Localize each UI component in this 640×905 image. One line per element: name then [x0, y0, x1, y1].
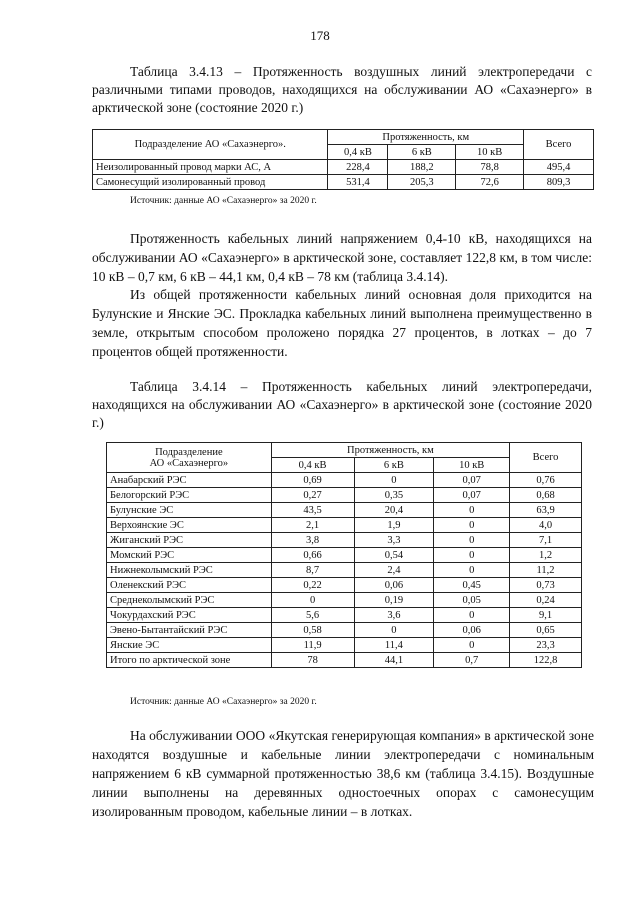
header-division-line1: Подразделение: [155, 446, 223, 458]
table-row: [107, 548, 582, 563]
table-overhead-lines: [92, 129, 594, 190]
paragraph-text: На обслуживании ООО «Якутская генерирующая компания» в арктической зоне находятся воздушные и кабельные линии электропередачи с номинальным напряжением 6 кВ суммарной протяженностью 38,6 км (таблица 3.4.15). Воздушные линии выполнены на деревянных одностоечных опорах с самонесущим изолированным проводом, кабельные линии – в лотках.: [92, 728, 594, 819]
cell-total: 4,0: [510, 518, 582, 533]
cell-6kv: 188,2: [388, 160, 456, 175]
cell-04kv: 0,69: [271, 473, 354, 488]
table-row: [107, 578, 582, 593]
table-row: [107, 623, 582, 638]
table-row: [93, 175, 594, 190]
cell-10kv: 0: [434, 503, 510, 518]
cell-total: 122,8: [510, 653, 582, 668]
cell-10kv: 0,7: [434, 653, 510, 668]
header-col-10kv: 10 кВ: [456, 145, 524, 160]
cell-04kv: 228,4: [328, 160, 388, 175]
cell-6kv: 11,4: [354, 638, 434, 653]
paragraph-text: Протяженность кабельных линий напряжением 0,4-10 кВ, находящихся на обслуживании АО «Сахаэнерго» в арктической зоне, составляет 122,8 км, в том числе: 10 кВ – 0,7 км, 6 кВ – 44,1 км, 0,4 кВ – 78 км (таблица 3.4.14).: [92, 231, 592, 284]
cell-10kv: 78,8: [456, 160, 524, 175]
row-name: Самонесущий изолированный провод: [93, 175, 328, 190]
row-name: Верхоянские ЭС: [107, 518, 272, 533]
header-total: Всего: [524, 130, 594, 160]
cell-total: 0,68: [510, 488, 582, 503]
table-row: [107, 593, 582, 608]
header-division: [107, 443, 272, 473]
header-length: Протяженность, км: [271, 443, 509, 458]
cell-10kv: 0,05: [434, 593, 510, 608]
table-row: [107, 473, 582, 488]
row-name: Булунские ЭС: [107, 503, 272, 518]
cell-total: 0,76: [510, 473, 582, 488]
paragraph-text: Из общей протяженности кабельных линий основная доля приходится на Булунские и Янские ЭС. Прокладка кабельных линий выполнена преимущественно в земле, открытым способом проложено порядка 27 процентов, в лотках – до 7 процентов общей протяженности.: [92, 287, 592, 359]
table-row: [107, 653, 582, 668]
cell-total: 23,3: [510, 638, 582, 653]
cell-10kv: 0,07: [434, 488, 510, 503]
cell-total: 11,2: [510, 563, 582, 578]
table-row: [107, 608, 582, 623]
table-row: [107, 563, 582, 578]
table-row: [93, 160, 594, 175]
row-name: Жиганский РЭС: [107, 533, 272, 548]
cell-10kv: 0,07: [434, 473, 510, 488]
paragraph-cable-length: [92, 229, 592, 286]
cell-total: 0,73: [510, 578, 582, 593]
cell-6kv: 3,6: [354, 608, 434, 623]
cell-6kv: 0: [354, 473, 434, 488]
row-name: Янские ЭС: [107, 638, 272, 653]
cell-6kv: 0: [354, 623, 434, 638]
cell-04kv: 0,22: [271, 578, 354, 593]
page-number: 178: [310, 28, 330, 43]
cell-6kv: 0,06: [354, 578, 434, 593]
cell-10kv: 0,45: [434, 578, 510, 593]
paragraph-cable-share: [92, 285, 592, 361]
cell-10kv: 0: [434, 533, 510, 548]
cell-total: 63,9: [510, 503, 582, 518]
row-name: Нижнеколымский РЭС: [107, 563, 272, 578]
row-name: Эвено-Бытантайский РЭС: [107, 623, 272, 638]
row-name: Оленекский РЭС: [107, 578, 272, 593]
cell-total: 809,3: [524, 175, 594, 190]
header-col-04kv: 0,4 кВ: [271, 458, 354, 473]
header-col-6kv: 6 кВ: [388, 145, 456, 160]
cell-6kv: 2,4: [354, 563, 434, 578]
cell-6kv: 44,1: [354, 653, 434, 668]
table-row: [107, 503, 582, 518]
table-row: [107, 488, 582, 503]
table1-source: Источник: данные АО «Сахаэнерго» за 2020 г.: [130, 196, 317, 206]
cell-total: 0,65: [510, 623, 582, 638]
cell-total: 495,4: [524, 160, 594, 175]
cell-total: 7,1: [510, 533, 582, 548]
cell-04kv: 5,6: [271, 608, 354, 623]
table-cable-lines: [106, 442, 582, 668]
cell-04kv: 11,9: [271, 638, 354, 653]
cell-6kv: 3,3: [354, 533, 434, 548]
cell-04kv: 0,66: [271, 548, 354, 563]
cell-10kv: 0: [434, 638, 510, 653]
header-division: Подразделение АО «Сахаэнерго».: [93, 130, 328, 160]
table-row: [107, 518, 582, 533]
cell-6kv: 0,35: [354, 488, 434, 503]
table2-source: Источник: данные АО «Сахаэнерго» за 2020 г.: [130, 697, 317, 707]
header-col-04kv: 0,4 кВ: [328, 145, 388, 160]
row-name: Чокурдахский РЭС: [107, 608, 272, 623]
paragraph-ygk-lines: [92, 726, 594, 821]
header-col-10kv: 10 кВ: [434, 458, 510, 473]
cell-6kv: 20,4: [354, 503, 434, 518]
cell-total: 0,24: [510, 593, 582, 608]
header-length: Протяженность, км: [328, 130, 524, 145]
cell-04kv: 0: [271, 593, 354, 608]
cell-04kv: 0,58: [271, 623, 354, 638]
cell-total: 1,2: [510, 548, 582, 563]
cell-10kv: 0: [434, 563, 510, 578]
cell-10kv: 0: [434, 548, 510, 563]
row-name: Момский РЭС: [107, 548, 272, 563]
table-row: [107, 533, 582, 548]
cell-6kv: 205,3: [388, 175, 456, 190]
row-name: Анабарский РЭС: [107, 473, 272, 488]
cell-04kv: 3,8: [271, 533, 354, 548]
table-row: [107, 638, 582, 653]
header-col-6kv: 6 кВ: [354, 458, 434, 473]
header-total: Всего: [510, 443, 582, 473]
cell-6kv: 0,19: [354, 593, 434, 608]
cell-total: 9,1: [510, 608, 582, 623]
row-name: Среднеколымский РЭС: [107, 593, 272, 608]
cell-10kv: 0,06: [434, 623, 510, 638]
cell-10kv: 0: [434, 518, 510, 533]
header-division-line2: АО «Сахаэнерго»: [149, 457, 229, 469]
table2-caption: Таблица 3.4.14 – Протяженность кабельных линий электропередачи, находящихся на обслуживании АО «Сахаэнерго» в арктической зоне (состояние 2020 г.): [92, 379, 592, 430]
cell-04kv: 2,1: [271, 518, 354, 533]
cell-6kv: 1,9: [354, 518, 434, 533]
cell-04kv: 78: [271, 653, 354, 668]
cell-04kv: 8,7: [271, 563, 354, 578]
table1-caption: Таблица 3.4.13 – Протяженность воздушных линий электропередачи с различными типами проводов, находящихся на обслуживании АО «Сахаэнерго» в арктической зоне (состояние 2020 г.): [92, 64, 592, 115]
row-name: Неизолированный провод марки АС, А: [93, 160, 328, 175]
cell-10kv: 72,6: [456, 175, 524, 190]
row-name: Белогорский РЭС: [107, 488, 272, 503]
cell-04kv: 531,4: [328, 175, 388, 190]
cell-04kv: 0,27: [271, 488, 354, 503]
row-name: Итого по арктической зоне: [107, 653, 272, 668]
cell-6kv: 0,54: [354, 548, 434, 563]
cell-04kv: 43,5: [271, 503, 354, 518]
cell-10kv: 0: [434, 608, 510, 623]
